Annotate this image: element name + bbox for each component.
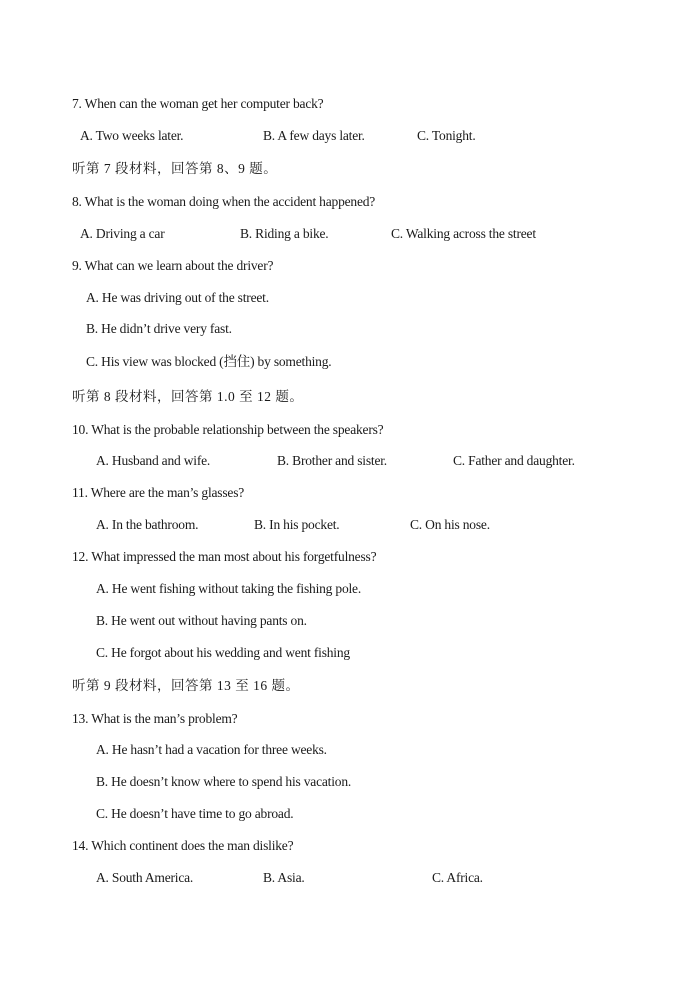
question-7: 7. When can the woman get her computer back?	[72, 96, 324, 111]
section-7-instruction: 听第 7 段材料，回答第 8、9 题。	[72, 161, 278, 176]
question-9-option-c: C. His view was blocked (挡住) by something.	[86, 354, 332, 369]
section-9-instruction: 听第 9 段材料，回答第 13 至 16 题。	[72, 678, 300, 693]
question-11-option-c: C. On his nose.	[410, 517, 490, 532]
question-14-option-c: C. Africa.	[432, 870, 483, 885]
question-10: 10. What is the probable relationship between the speakers?	[72, 422, 384, 437]
question-13-option-a: A. He hasn’t had a vacation for three weeks.	[96, 742, 327, 757]
question-11-option-a: A. In the bathroom.	[96, 517, 199, 532]
section-8-instruction: 听第 8 段材料，回答第 1.0 至 12 题。	[72, 389, 304, 404]
question-10-option-b: B. Brother and sister.	[277, 453, 387, 468]
question-12-option-a: A. He went fishing without taking the fishing pole.	[96, 581, 362, 596]
question-11: 11. Where are the man’s glasses?	[72, 485, 245, 500]
question-8-option-c: C. Walking across the street	[391, 226, 536, 241]
question-13: 13. What is the man’s problem?	[72, 711, 238, 726]
question-13-option-b: B. He doesn’t know where to spend his vacation.	[96, 774, 352, 789]
question-10-option-c: C. Father and daughter.	[453, 453, 575, 468]
question-14-option-a: A. South America.	[96, 870, 194, 885]
question-11-option-b: B. In his pocket.	[254, 517, 340, 532]
question-14-option-b: B. Asia.	[263, 870, 305, 885]
question-12-option-c: C. He forgot about his wedding and went fishing	[96, 645, 350, 660]
question-7-option-b: B. A few days later.	[263, 128, 365, 143]
question-9: 9. What can we learn about the driver?	[72, 258, 274, 273]
question-13-option-c: C. He doesn’t have time to go abroad.	[96, 806, 294, 821]
question-12-option-b: B. He went out without having pants on.	[96, 613, 307, 628]
question-10-option-a: A. Husband and wife.	[96, 453, 211, 468]
question-8-option-b: B. Riding a bike.	[240, 226, 329, 241]
question-8-option-a: A. Driving a car	[80, 226, 165, 241]
question-12: 12. What impressed the man most about his forgetfulness?	[72, 549, 377, 564]
question-9-option-b: B. He didn’t drive very fast.	[86, 321, 232, 336]
question-7-option-a: A. Two weeks later.	[80, 128, 184, 143]
question-14: 14. Which continent does the man dislike?	[72, 838, 294, 853]
question-8: 8. What is the woman doing when the accident happened?	[72, 194, 376, 209]
question-9-option-a: A. He was driving out of the street.	[86, 290, 269, 305]
question-7-option-c: C. Tonight.	[417, 128, 476, 143]
